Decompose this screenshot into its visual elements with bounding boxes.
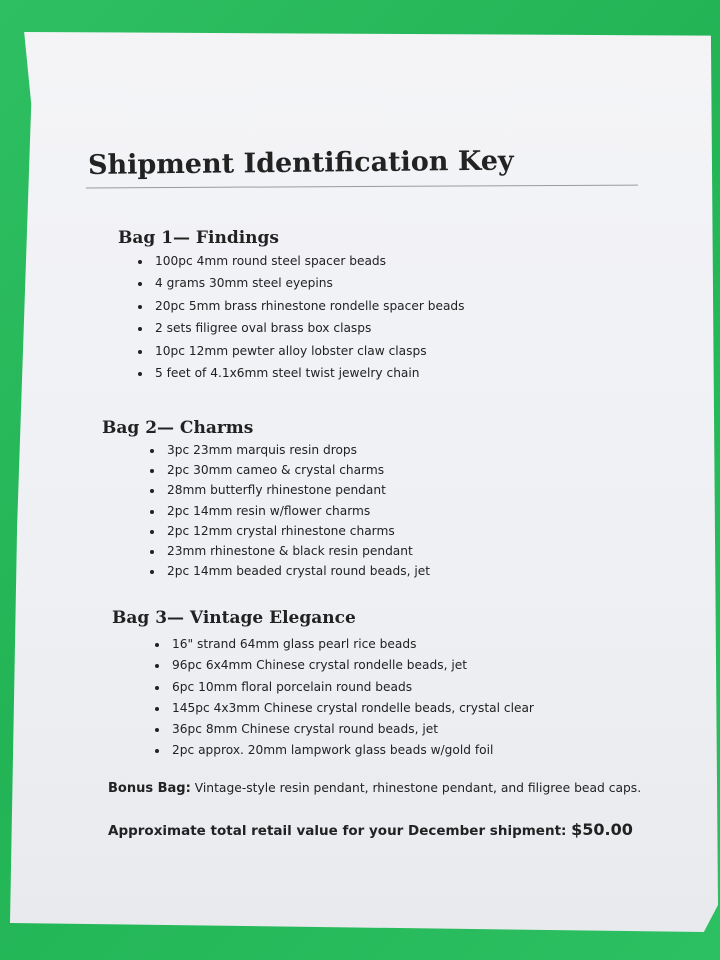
list-item: 5 feet of 4.1x6mm steel twist jewelry chain bbox=[155, 362, 465, 384]
list-item: 36pc 8mm Chinese crystal round beads, jet bbox=[172, 719, 534, 740]
bag-2-heading: Bag 2— Charms bbox=[102, 418, 254, 438]
document-title: Shipment Identification Key bbox=[87, 145, 514, 181]
list-item: 145pc 4x3mm Chinese crystal rondelle beads, crystal clear bbox=[172, 698, 534, 719]
list-item: 2pc 30mm cameo & crystal charms bbox=[167, 460, 430, 480]
total-value-amount: $50.00 bbox=[571, 820, 633, 839]
list-item: 2 sets filigree oval brass box clasps bbox=[155, 317, 465, 339]
list-item: 2pc 14mm resin w/flower charms bbox=[167, 501, 430, 521]
bonus-bag-label: Bonus Bag: bbox=[108, 781, 191, 796]
bag-2-item-list bbox=[167, 440, 430, 581]
bag-1-heading: Bag 1— Findings bbox=[118, 228, 279, 248]
list-item: 6pc 10mm floral porcelain round beads bbox=[172, 677, 534, 698]
total-value-line bbox=[108, 820, 633, 839]
bonus-bag-line bbox=[108, 781, 641, 796]
list-item: 2pc approx. 20mm lampwork glass beads w/gold foil bbox=[172, 740, 534, 761]
list-item: 4 grams 30mm steel eyepins bbox=[155, 272, 465, 294]
bag-3-heading: Bag 3— Vintage Elegance bbox=[112, 608, 356, 628]
list-item: 10pc 12mm pewter alloy lobster claw clasps bbox=[155, 340, 465, 362]
bag-3-item-list bbox=[172, 634, 534, 762]
bag-1-item-list bbox=[155, 250, 465, 384]
list-item: 96pc 6x4mm Chinese crystal rondelle beads, jet bbox=[172, 655, 534, 676]
list-item: 23mm rhinestone & black resin pendant bbox=[167, 541, 430, 561]
list-item: 3pc 23mm marquis resin drops bbox=[167, 440, 430, 460]
list-item: 28mm butterfly rhinestone pendant bbox=[167, 480, 430, 500]
list-item: 16" strand 64mm glass pearl rice beads bbox=[172, 634, 534, 655]
list-item: 2pc 14mm beaded crystal round beads, jet bbox=[167, 561, 430, 581]
total-value-label: Approximate total retail value for your December shipment: bbox=[108, 823, 567, 839]
list-item: 2pc 12mm crystal rhinestone charms bbox=[167, 521, 430, 541]
bonus-bag-text: Vintage-style resin pendant, rhinestone pendant, and filigree bead caps. bbox=[194, 781, 642, 795]
list-item: 20pc 5mm brass rhinestone rondelle spacer beads bbox=[155, 295, 465, 317]
list-item: 100pc 4mm round steel spacer beads bbox=[155, 250, 465, 272]
